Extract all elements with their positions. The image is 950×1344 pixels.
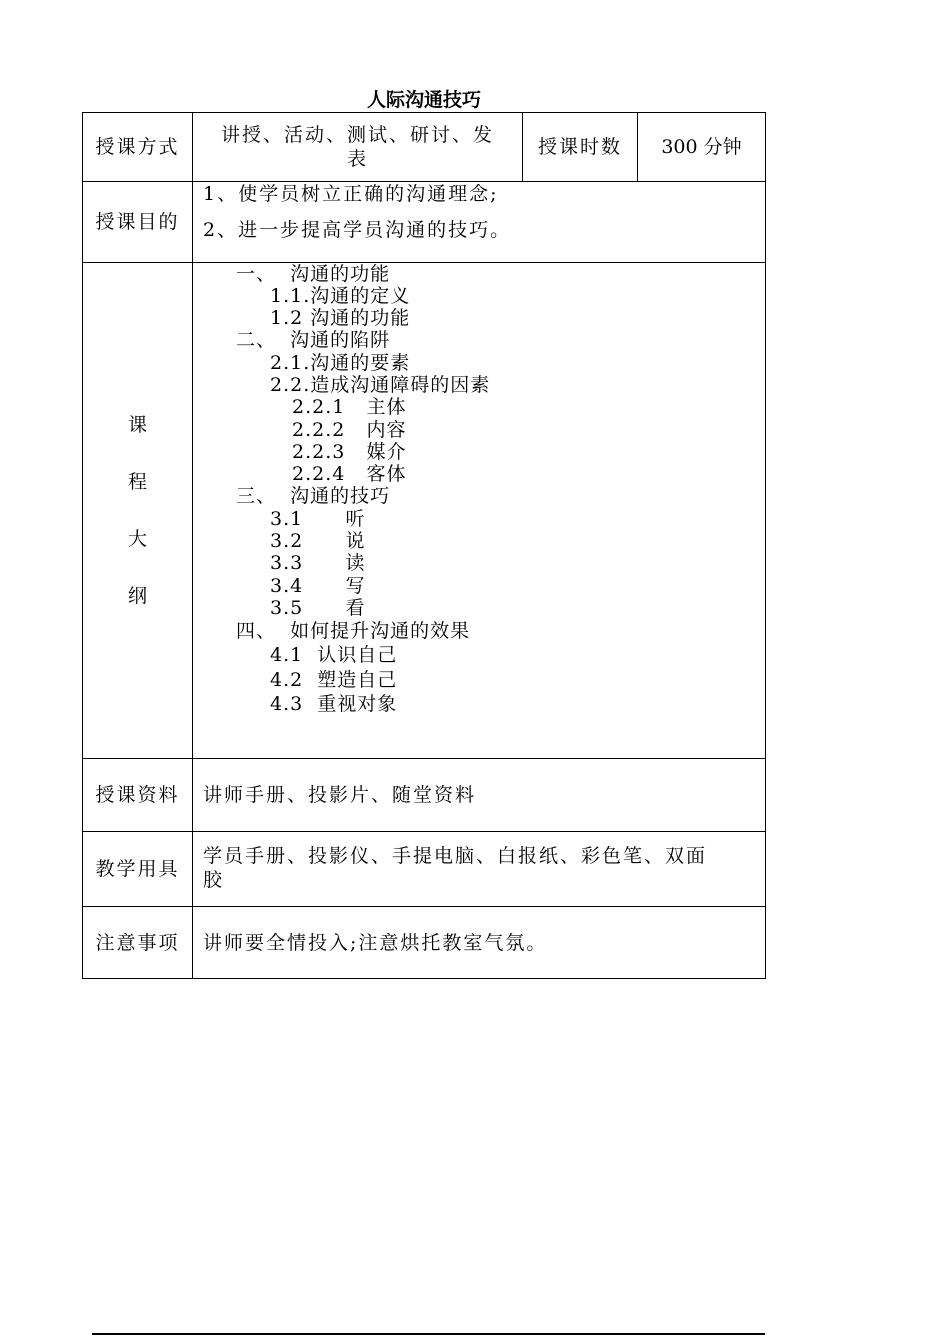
outline-item: 4.2 塑造自己 <box>270 669 398 691</box>
goal-value <box>193 182 765 262</box>
page-footer-rule <box>92 1333 765 1335</box>
materials-label: 授课资料 <box>95 784 180 806</box>
outline-item: 1.2 沟通的功能 <box>270 307 411 329</box>
outline-item: 一、 沟通的功能 <box>236 263 391 285</box>
hours-label: 授课时数 <box>537 136 622 158</box>
outline-label-char: 程 <box>127 471 147 493</box>
goal-label: 授课目的 <box>95 211 180 233</box>
outline-item: 四、 如何提升沟通的效果 <box>236 620 471 642</box>
outline-item: 3.3 读 <box>270 552 366 574</box>
outline-item: 2.2.2 内容 <box>292 419 407 441</box>
outline-item: 4.1 认识自己 <box>270 644 398 666</box>
goal-line2: 2、进一步提高学员沟通的技巧。 <box>203 219 512 241</box>
outline-item: 3.4 写 <box>270 575 366 597</box>
method-value <box>193 113 522 181</box>
outline-item: 2.1.沟通的要素 <box>270 352 411 374</box>
outline-item: 2.2.3 媒介 <box>292 441 407 463</box>
document-title: 人际沟通技巧 <box>366 89 481 111</box>
outline-item: 二、 沟通的陷阱 <box>236 329 391 351</box>
materials-value: 讲师手册、投影片、随堂资料 <box>203 784 477 806</box>
hours-value: 300 分钟 <box>661 136 742 158</box>
course-table <box>82 112 766 979</box>
outline-item: 2.2.4 客体 <box>292 463 407 485</box>
method-label: 授课方式 <box>95 136 180 158</box>
outline-label-char: 课 <box>127 414 147 436</box>
outline-content <box>193 263 767 759</box>
notes-label: 注意事项 <box>95 931 180 954</box>
outline-label <box>83 413 192 641</box>
tools-value <box>193 832 765 906</box>
notes-value: 讲师要全情投入;注意烘托教室气氛。 <box>203 931 548 954</box>
outline-item: 三、 沟通的技巧 <box>236 485 391 507</box>
tools-label: 教学用具 <box>95 858 180 880</box>
method-value-line1: 讲授、活动、测试、研讨、发 <box>220 124 494 146</box>
outline-label-char: 纲 <box>127 585 147 607</box>
outline-item: 2.2.造成沟通障碍的因素 <box>270 374 491 396</box>
outline-item: 2.2.1 主体 <box>292 396 407 418</box>
tools-line2: 胶 <box>203 869 225 891</box>
outline-item: 3.2 说 <box>270 530 366 552</box>
outline-label-char: 大 <box>127 528 147 550</box>
outline-item: 4.3 重视对象 <box>270 693 398 715</box>
method-value-line2: 表 <box>346 148 368 170</box>
outline-item: 1.1.沟通的定义 <box>270 285 411 307</box>
tools-line1: 学员手册、投影仪、手提电脑、白报纸、彩色笔、双面 <box>203 845 708 867</box>
goal-line1: 1、使学员树立正确的沟通理念; <box>203 183 499 205</box>
outline-item: 3.5 看 <box>270 597 366 619</box>
outline-item: 3.1 听 <box>270 508 366 530</box>
